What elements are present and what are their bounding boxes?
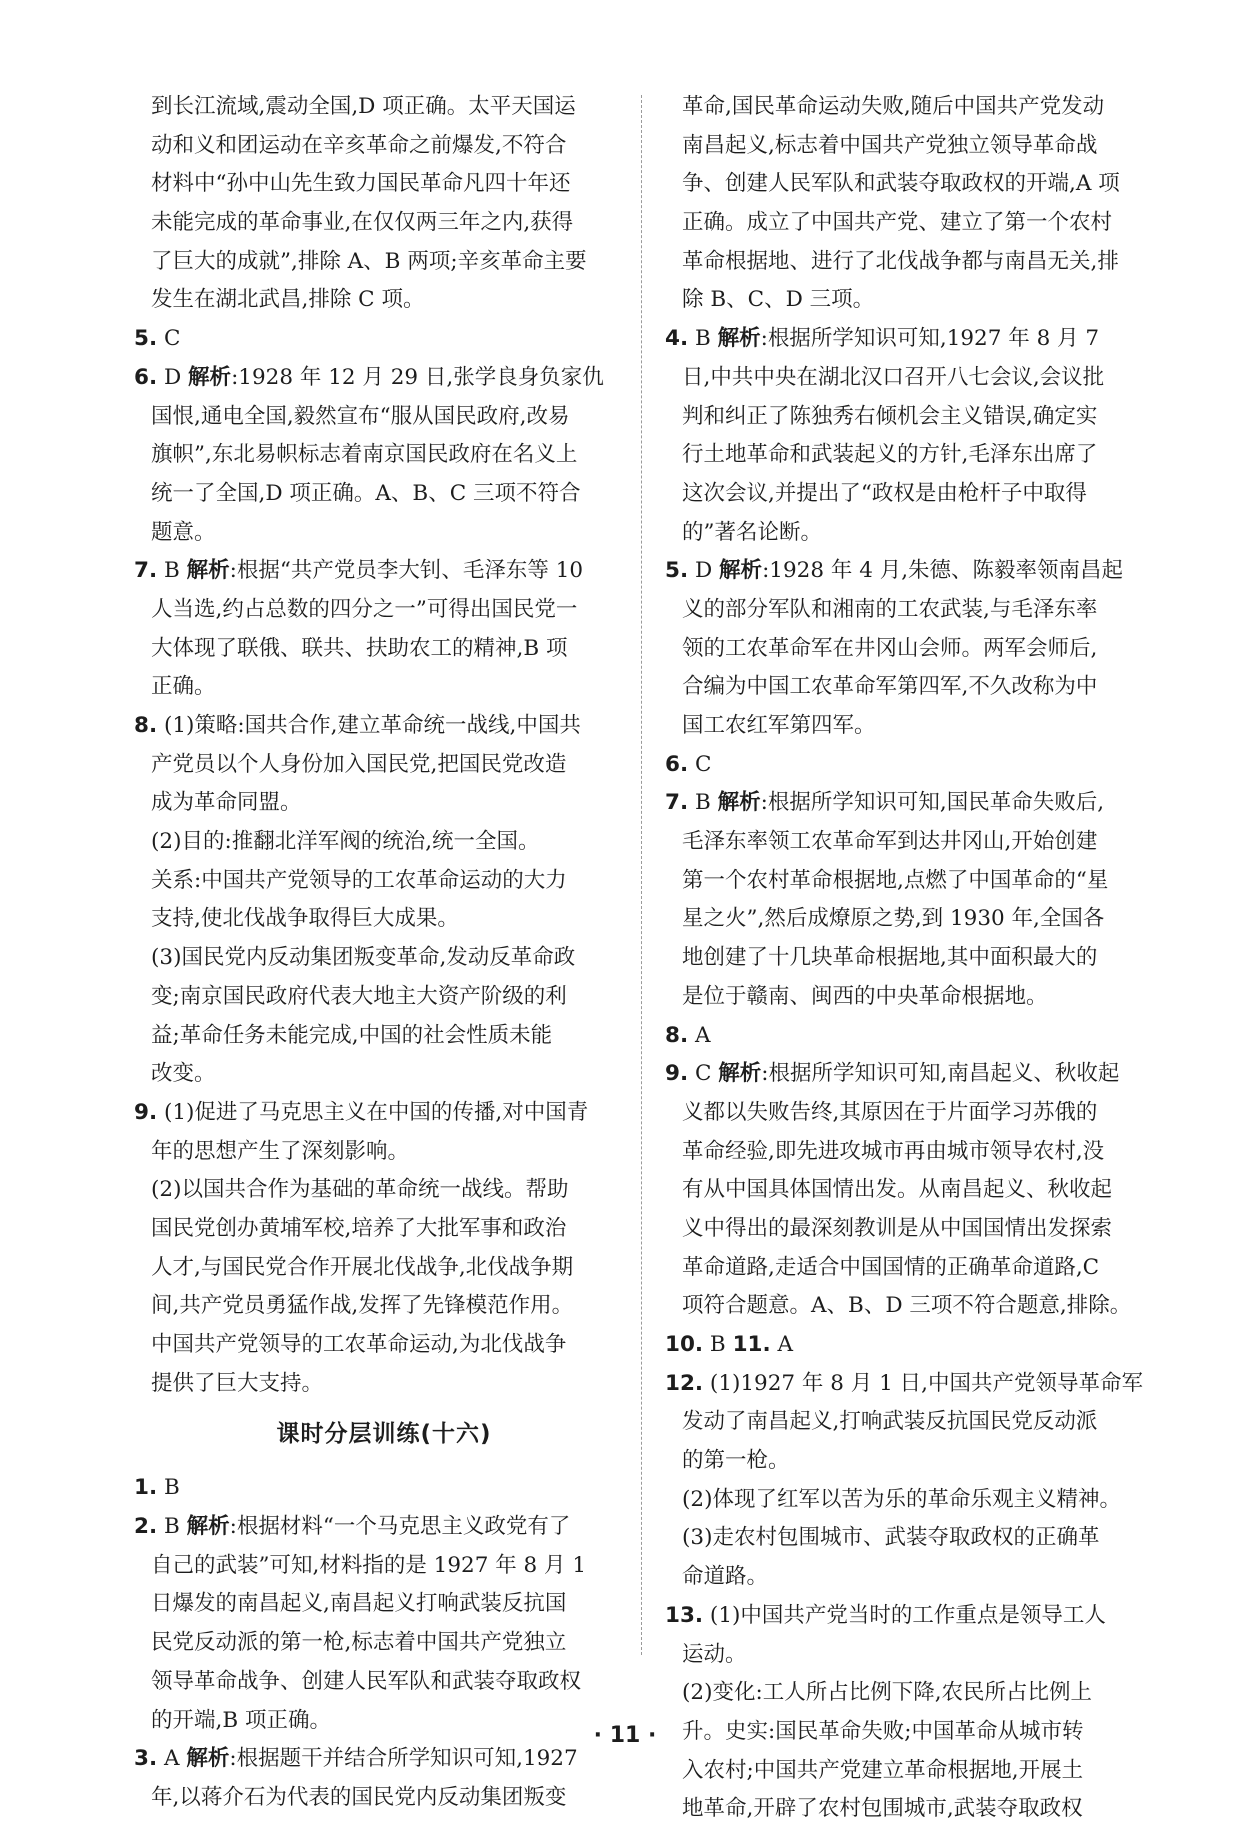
line-text: 自己的武装”可知,材料指的是 1927 年 8 月 1 xyxy=(151,1552,587,1578)
line-text-rest: :1928 年 4 月,朱德、陈毅率领南昌起 xyxy=(762,558,1124,584)
page-number: · 11 · xyxy=(593,1723,657,1748)
right-block xyxy=(665,88,1165,1829)
text-line xyxy=(665,1171,1165,1210)
text-line xyxy=(134,436,634,475)
text-line xyxy=(665,359,1165,398)
line-text: 发动了南昌起义,打响武装反抗国民党反动派 xyxy=(682,1409,1098,1435)
text-line xyxy=(665,1481,1165,1520)
text-line xyxy=(665,939,1165,978)
line-text: 革命根据地、进行了北伐战争都与南昌无关,排 xyxy=(682,248,1119,274)
left-top-block xyxy=(134,88,634,1403)
text-line xyxy=(665,707,1165,746)
text-line xyxy=(665,398,1165,437)
text-line xyxy=(665,475,1165,514)
text-line xyxy=(134,88,634,127)
line-text: 旗帜”,东北易帜标志着南京国民政府在名义上 xyxy=(151,442,578,468)
question-number: 9. xyxy=(665,1061,689,1087)
text-line xyxy=(134,707,634,746)
text-line xyxy=(134,784,634,823)
line-text: 第一个农村革命根据地,点燃了中国革命的“星 xyxy=(682,867,1109,893)
line-text: 毛泽东率领工农革命军到达井冈山,开始创建 xyxy=(682,829,1098,855)
text-line xyxy=(134,1326,634,1365)
line-text: 益;革命任务未能完成,中国的社会性质未能 xyxy=(151,1022,553,1048)
text-line xyxy=(665,204,1165,243)
text-line xyxy=(134,668,634,707)
line-text: 日,中共中央在湖北汉口召开八七会议,会议批 xyxy=(682,364,1105,390)
line-text: (3)走农村包围城市、武装夺取政权的正确革 xyxy=(682,1525,1100,1551)
analysis-label: 解析 xyxy=(719,558,763,584)
line-text-rest: :根据题干并结合所学知识可知,1927 xyxy=(229,1746,578,1772)
line-text: 革命道路,走适合中国国情的正确革命道路,C xyxy=(682,1254,1100,1280)
question-number: 5. xyxy=(134,326,158,352)
left-bottom-block xyxy=(134,1469,634,1817)
text-line xyxy=(134,900,634,939)
right-column xyxy=(665,88,1165,1829)
analysis-label: 解析 xyxy=(186,558,230,584)
text-line xyxy=(134,746,634,785)
text-line xyxy=(665,1287,1165,1326)
line-text: B xyxy=(157,558,187,584)
line-text: 了巨大的成就”,排除 A、B 两项;辛亥革命主要 xyxy=(151,248,587,274)
line-text: A xyxy=(770,1332,794,1357)
text-line xyxy=(665,591,1165,630)
text-line xyxy=(134,1779,634,1818)
line-text: 地革命,开辟了农村包围城市,武装夺取政权 xyxy=(682,1796,1083,1822)
line-text: 革命经验,即先进攻城市再由城市领导农村,没 xyxy=(682,1138,1105,1164)
text-line xyxy=(665,1597,1165,1636)
line-text: A xyxy=(157,1746,187,1772)
line-text-rest: :1928 年 12 月 29 日,张学良身负家仇 xyxy=(231,364,604,390)
question-number: 10. xyxy=(665,1332,704,1357)
text-line xyxy=(134,127,634,166)
text-line xyxy=(665,630,1165,669)
line-text: 到长江流域,震动全国,D 项正确。太平天国运 xyxy=(151,94,576,119)
text-line xyxy=(665,746,1165,785)
analysis-label: 解析 xyxy=(186,1746,230,1772)
text-line xyxy=(134,243,634,282)
text-line xyxy=(134,823,634,862)
line-text: 的”著名论断。 xyxy=(682,519,822,545)
text-line xyxy=(665,1790,1165,1829)
text-line xyxy=(665,1636,1165,1675)
text-line xyxy=(665,1519,1165,1558)
analysis-label: 解析 xyxy=(718,1061,762,1087)
line-text: (1)中国共产党当时的工作重点是领导工人 xyxy=(703,1602,1106,1628)
text-line xyxy=(134,1017,634,1056)
column-divider xyxy=(641,95,642,1655)
text-line xyxy=(665,1133,1165,1172)
line-text: 未能完成的革命事业,在仅仅两三年之内,获得 xyxy=(151,210,574,236)
line-text: 判和纠正了陈独秀右倾机会主义错误,确定实 xyxy=(682,403,1098,429)
line-text: 民党反动派的第一枪,标志着中国共产党独立 xyxy=(151,1630,567,1656)
line-text: 年,以蒋介石为代表的国民党内反动集团叛变 xyxy=(151,1784,567,1810)
line-text: (1)策略:国共合作,建立革命统一战线,中国共 xyxy=(157,713,581,738)
line-text: B xyxy=(703,1332,733,1357)
text-line xyxy=(665,1752,1165,1791)
text-line xyxy=(134,359,634,398)
text-line xyxy=(665,281,1165,320)
line-text: 领的工农革命军在井冈山会师。两军会师后, xyxy=(682,635,1098,661)
line-text: 领导革命战争、创建人民军队和武装夺取政权 xyxy=(151,1668,582,1694)
question-number: 6. xyxy=(134,364,158,390)
text-line xyxy=(134,978,634,1017)
question-number: 3. xyxy=(134,1746,158,1772)
question-number: 2. xyxy=(134,1514,158,1540)
line-text: B xyxy=(688,790,718,816)
line-text: 动和义和团运动在辛亥革命之前爆发,不符合 xyxy=(151,132,567,158)
text-line xyxy=(665,1403,1165,1442)
line-text: 地创建了十几块革命根据地,其中面积最大的 xyxy=(682,945,1098,971)
question-number: 12. xyxy=(665,1370,704,1396)
line-text: (1)促进了马克思主义在中国的传播,对中国青 xyxy=(157,1099,589,1125)
text-line xyxy=(134,1249,634,1288)
text-line xyxy=(134,1210,634,1249)
text-line xyxy=(134,630,634,669)
text-line xyxy=(665,127,1165,166)
line-text: 间,共产党员勇猛作战,发挥了先锋模范作用。 xyxy=(151,1293,574,1319)
text-line xyxy=(134,1624,634,1663)
text-line xyxy=(665,978,1165,1017)
line-text: 合编为中国工农革命军第四军,不久改称为中 xyxy=(682,674,1098,700)
text-line xyxy=(134,204,634,243)
text-line xyxy=(665,1674,1165,1713)
text-line xyxy=(134,165,634,204)
line-text: (3)国民党内反动集团叛变革命,发动反革命政 xyxy=(151,945,576,971)
line-text: 义都以失败告终,其原因在于片面学习苏俄的 xyxy=(682,1099,1098,1125)
question-number: 8. xyxy=(134,713,158,738)
text-line xyxy=(134,1287,634,1326)
line-text: 义的部分军队和湘南的工农武装,与毛泽东率 xyxy=(682,596,1098,622)
line-text: 有从中国具体国情出发。从南昌起义、秋收起 xyxy=(682,1177,1113,1203)
line-text: B xyxy=(157,1514,187,1540)
text-line xyxy=(134,1547,634,1586)
text-line xyxy=(134,862,634,901)
line-text-rest: :根据所学知识可知,南昌起义、秋收起 xyxy=(761,1061,1120,1087)
text-line xyxy=(665,1210,1165,1249)
text-line xyxy=(665,1442,1165,1481)
text-line xyxy=(665,552,1165,591)
text-line xyxy=(134,939,634,978)
line-text-rest: :根据所学知识可知,1927 年 8 月 7 xyxy=(760,326,1100,352)
text-line xyxy=(134,1133,634,1172)
text-line xyxy=(665,862,1165,901)
line-text: (1)1927 年 8 月 1 日,中国共产党领导革命军 xyxy=(703,1370,1143,1396)
line-text: 变;南京国民政府代表大地主大资产阶级的利 xyxy=(151,983,567,1009)
line-text: 大体现了联俄、联共、扶助农工的精神,B 项 xyxy=(151,635,568,661)
text-line xyxy=(134,1469,634,1508)
line-text: 是位于赣南、闽西的中央革命根据地。 xyxy=(682,983,1048,1009)
line-text: (2)体现了红军以苦为乐的革命乐观主义精神。 xyxy=(682,1486,1121,1512)
text-line xyxy=(665,1055,1165,1094)
line-text: 发生在湖北武昌,排除 C 项。 xyxy=(151,287,425,313)
line-text: 项符合题意。A、B、D 三项不符合题意,排除。 xyxy=(682,1293,1132,1319)
line-text: 的开端,B 项正确。 xyxy=(151,1707,331,1733)
line-text: 义中得出的最深刻教训是从中国国情出发探索 xyxy=(682,1215,1113,1241)
text-line xyxy=(134,281,634,320)
question-number: 7. xyxy=(665,790,689,816)
line-text: D xyxy=(157,364,189,390)
line-text: B xyxy=(688,326,718,352)
text-line xyxy=(665,88,1165,127)
text-line xyxy=(665,436,1165,475)
question-number: 4. xyxy=(665,326,689,352)
text-line xyxy=(665,784,1165,823)
analysis-label: 解析 xyxy=(186,1514,230,1540)
question-number: 6. xyxy=(665,751,689,777)
line-text: 命道路。 xyxy=(682,1564,769,1590)
text-line xyxy=(665,823,1165,862)
text-line xyxy=(665,1558,1165,1597)
line-text: C xyxy=(688,751,712,777)
line-text: 改变。 xyxy=(151,1061,216,1087)
line-text: 运动。 xyxy=(682,1641,747,1667)
text-line xyxy=(665,1365,1165,1404)
line-text: 中国共产党领导的工农革命运动,为北伐战争 xyxy=(151,1332,567,1357)
line-text: B xyxy=(157,1475,180,1501)
text-line xyxy=(134,398,634,437)
line-text-rest: :根据材料“一个马克思主义政党有了 xyxy=(229,1514,571,1540)
text-line xyxy=(665,668,1165,707)
line-text: 星之火”,然后成燎原之势,到 1930 年,全国各 xyxy=(682,906,1105,932)
line-text: 的第一枪。 xyxy=(682,1448,790,1474)
question-number: 8. xyxy=(665,1022,689,1048)
line-text: 成为革命同盟。 xyxy=(151,790,302,816)
question-number: 9. xyxy=(134,1099,158,1125)
line-text: 年的思想产生了深刻影响。 xyxy=(151,1138,410,1164)
text-line xyxy=(665,1017,1165,1056)
analysis-label: 解析 xyxy=(188,364,232,390)
line-text-rest: :根据“共产党员李大钊、毛泽东等 10 xyxy=(229,558,584,584)
line-text-rest: :根据所学知识可知,国民革命失败后, xyxy=(760,790,1105,816)
line-text: D xyxy=(688,558,720,584)
line-text: 日爆发的南昌起义,南昌起义打响武装反抗国 xyxy=(151,1591,567,1617)
text-line xyxy=(665,243,1165,282)
line-text: 提供了巨大支持。 xyxy=(151,1370,324,1396)
line-text: 国民党创办黄埔军校,培养了大批军事和政治 xyxy=(151,1215,567,1241)
text-line xyxy=(665,165,1165,204)
text-line xyxy=(134,591,634,630)
line-text: 革命,国民革命运动失败,随后中国共产党发动 xyxy=(682,94,1105,119)
line-text: 人才,与国民党合作开展北伐战争,北伐战争期 xyxy=(151,1254,574,1280)
question-number: 5. xyxy=(665,558,689,584)
line-text: 正确。成立了中国共产党、建立了第一个农村 xyxy=(682,210,1113,236)
text-line xyxy=(665,1249,1165,1288)
line-text: (2)变化:工人所占比例下降,农民所占比例上 xyxy=(682,1680,1093,1706)
section-title: 课时分层训练(十六) xyxy=(276,1421,492,1448)
line-text: 产党员以个人身份加入国民党,把国民党改造 xyxy=(151,751,567,777)
line-text: 人当选,约占总数的四分之一”可得出国民党一 xyxy=(151,596,578,622)
line-text: 升。史实:国民革命失败;中国革命从城市转 xyxy=(682,1718,1084,1744)
line-text: 争、创建人民军队和武装夺取政权的开端,A 项 xyxy=(682,171,1120,197)
text-line xyxy=(134,1171,634,1210)
text-line xyxy=(134,1055,634,1094)
line-text: 正确。 xyxy=(151,674,216,700)
text-line xyxy=(134,552,634,591)
text-line xyxy=(134,475,634,514)
text-line xyxy=(134,1094,634,1133)
line-text: 南昌起义,标志着中国共产党独立领导革命战 xyxy=(682,132,1098,158)
line-text: C xyxy=(157,326,181,352)
text-line xyxy=(134,320,634,359)
text-line xyxy=(665,1326,1165,1365)
line-text: 国工农红军第四军。 xyxy=(682,713,876,738)
left-column xyxy=(134,88,634,1818)
text-line xyxy=(134,1365,634,1404)
text-line xyxy=(665,1094,1165,1133)
line-text: 行土地革命和武装起义的方针,毛泽东出席了 xyxy=(682,442,1098,468)
text-line xyxy=(665,320,1165,359)
text-line xyxy=(134,1585,634,1624)
line-text: 这次会议,并提出了“政权是由枪杆子中取得 xyxy=(682,480,1087,506)
question-number: 1. xyxy=(134,1475,158,1501)
analysis-label: 解析 xyxy=(717,326,761,352)
analysis-label: 解析 xyxy=(717,790,761,816)
line-text: (2)目的:推翻北洋军阀的统治,统一全国。 xyxy=(151,829,540,855)
text-line xyxy=(134,514,634,553)
line-text: A xyxy=(688,1022,711,1048)
line-text: (2)以国共合作为基础的革命统一战线。帮助 xyxy=(151,1177,569,1203)
text-line xyxy=(134,1663,634,1702)
line-text: 题意。 xyxy=(151,519,216,545)
line-text: 国恨,通电全国,毅然宣布“服从国民政府,改易 xyxy=(151,403,570,429)
question-number: 13. xyxy=(665,1602,704,1628)
line-text: 支持,使北伐战争取得巨大成果。 xyxy=(151,906,459,932)
line-text: C xyxy=(688,1061,719,1087)
text-line xyxy=(665,900,1165,939)
text-line xyxy=(665,514,1165,553)
line-text: 统一了全国,D 项正确。A、B、C 三项不符合 xyxy=(151,480,581,506)
question-number: 11. xyxy=(732,1332,771,1357)
text-line xyxy=(134,1508,634,1547)
line-text: 除 B、C、D 三项。 xyxy=(682,287,875,313)
question-number: 7. xyxy=(134,558,158,584)
line-text: 材料中“孙中山先生致力国民革命凡四十年还 xyxy=(151,171,571,197)
line-text: 关系:中国共产党领导的工农革命运动的大力 xyxy=(151,867,567,893)
line-text: 入农村;中国共产党建立革命根据地,开展土 xyxy=(682,1757,1084,1783)
